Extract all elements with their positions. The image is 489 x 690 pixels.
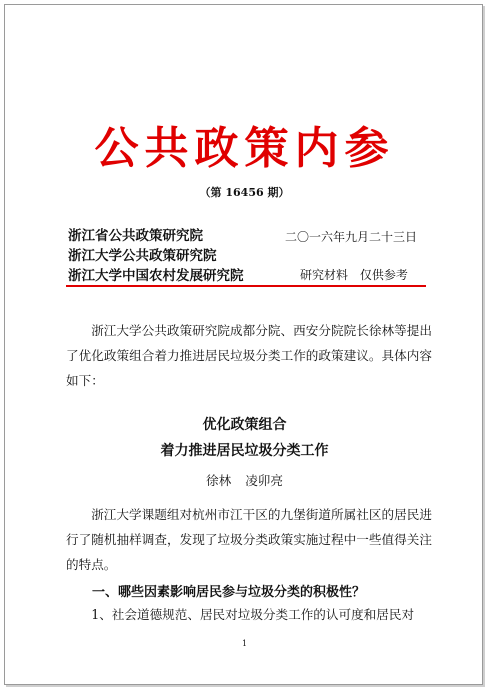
institution-name: 浙江大学公共政策研究院: [68, 248, 217, 264]
section-heading: 一、哪些因素影响居民参与垃圾分类的积极性？: [92, 585, 366, 600]
article-authors: 徐林 凌卯亮: [206, 473, 283, 488]
reference-note: 研究材料 仅供参考: [300, 268, 408, 282]
header-divider: [66, 285, 426, 287]
article-title-line1: 优化政策组合: [202, 417, 287, 433]
institution-name: 浙江大学中国农村发展研究院: [68, 268, 244, 284]
intro-paragraph: 浙江大学公共政策研究院成都分院、西安分院院长徐林等提出了优化政策组合着力推进居民垃圾分类工作的政策建议。具体内容如下：: [66, 323, 432, 388]
article-title-line2: 着力推进居民垃圾分类工作: [160, 443, 329, 459]
body-paragraph: 浙江大学课题组对杭州市江干区的九堡街道所属社区的居民进行了随机抽样调查，发现了垃圾分类政策实施过程中一些值得关注的特点。: [66, 507, 432, 572]
issue-number: （第 16456 期）: [199, 186, 290, 199]
page-number: 1: [241, 639, 248, 648]
institution-list: [68, 226, 244, 286]
journal-title: 公共政策内参: [94, 123, 395, 174]
body-paragraph-start: 1、社会道德规范、居民对垃圾分类工作的认可度和居民对: [91, 607, 415, 622]
institution-name: 浙江省公共政策研究院: [68, 228, 203, 244]
publication-date: 二〇一六年九月二十三日: [285, 230, 418, 244]
